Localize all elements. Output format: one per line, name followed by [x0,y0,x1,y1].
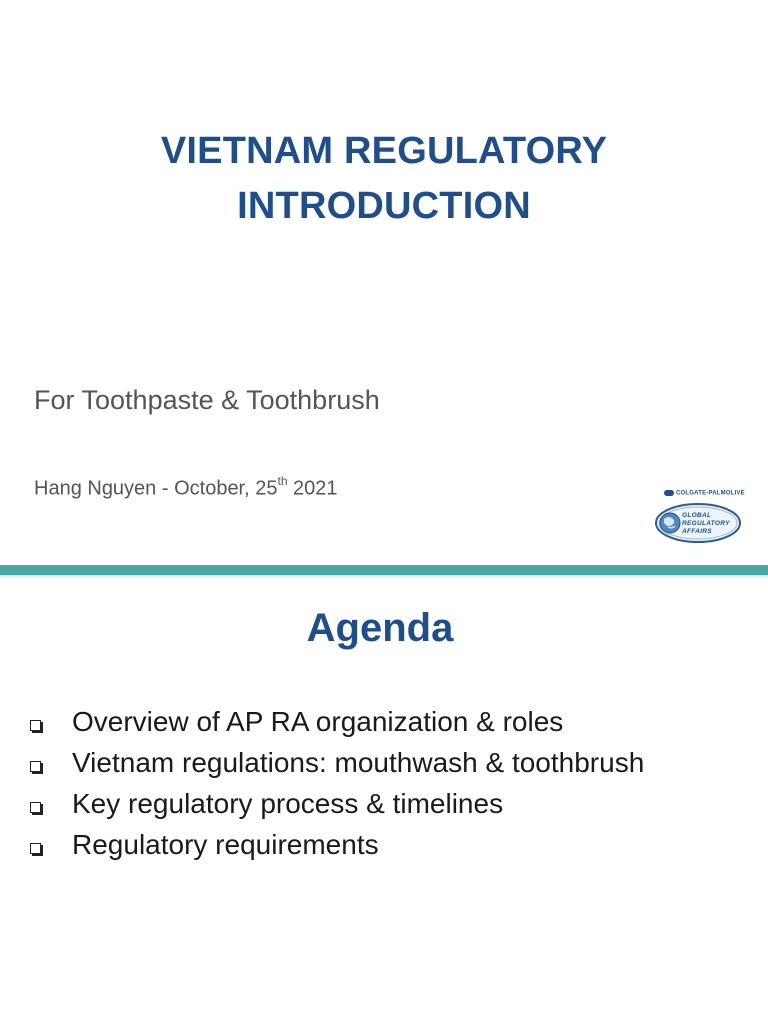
slide-subtitle: For Toothpaste & Toothbrush [34,385,380,415]
agenda-item-text: Key regulatory process & timelines [72,788,504,819]
square-bullet-icon [30,843,41,854]
slide-divider [0,565,768,575]
logo-line-affairs: AFFAIRS [682,528,712,535]
square-bullet-icon [30,720,41,731]
logo-line-regulatory: REGULATORY [682,520,730,527]
agenda-item-text: Overview of AP RA organization & roles [72,706,564,737]
brand-mark-icon [664,490,674,496]
global-regulatory-affairs-logo [652,488,748,550]
slide-title-line2: INTRODUCTION [237,185,531,227]
byline-superscript: th [277,474,288,488]
logo-text [682,512,730,536]
logo-line-global: GLOBAL [682,512,712,519]
byline-year: 2021 [287,477,338,500]
divider-shadow [0,575,768,578]
brand-wordmark [664,490,745,497]
square-bullet-icon [30,802,41,813]
brand-name: COLGATE-PALMOLIVE [676,490,745,497]
author-date-line [34,476,338,501]
byline-main: Hang Nguyen - October, 25 [34,477,278,500]
agenda-title: Agenda [306,606,454,650]
agenda-item-text: Vietnam regulations: mouthwash & toothbrush [72,747,645,778]
square-bullet-icon [30,761,41,772]
agenda-item-text: Regulatory requirements [72,829,379,860]
slide-title-line1: VIETNAM REGULATORY [160,130,608,172]
